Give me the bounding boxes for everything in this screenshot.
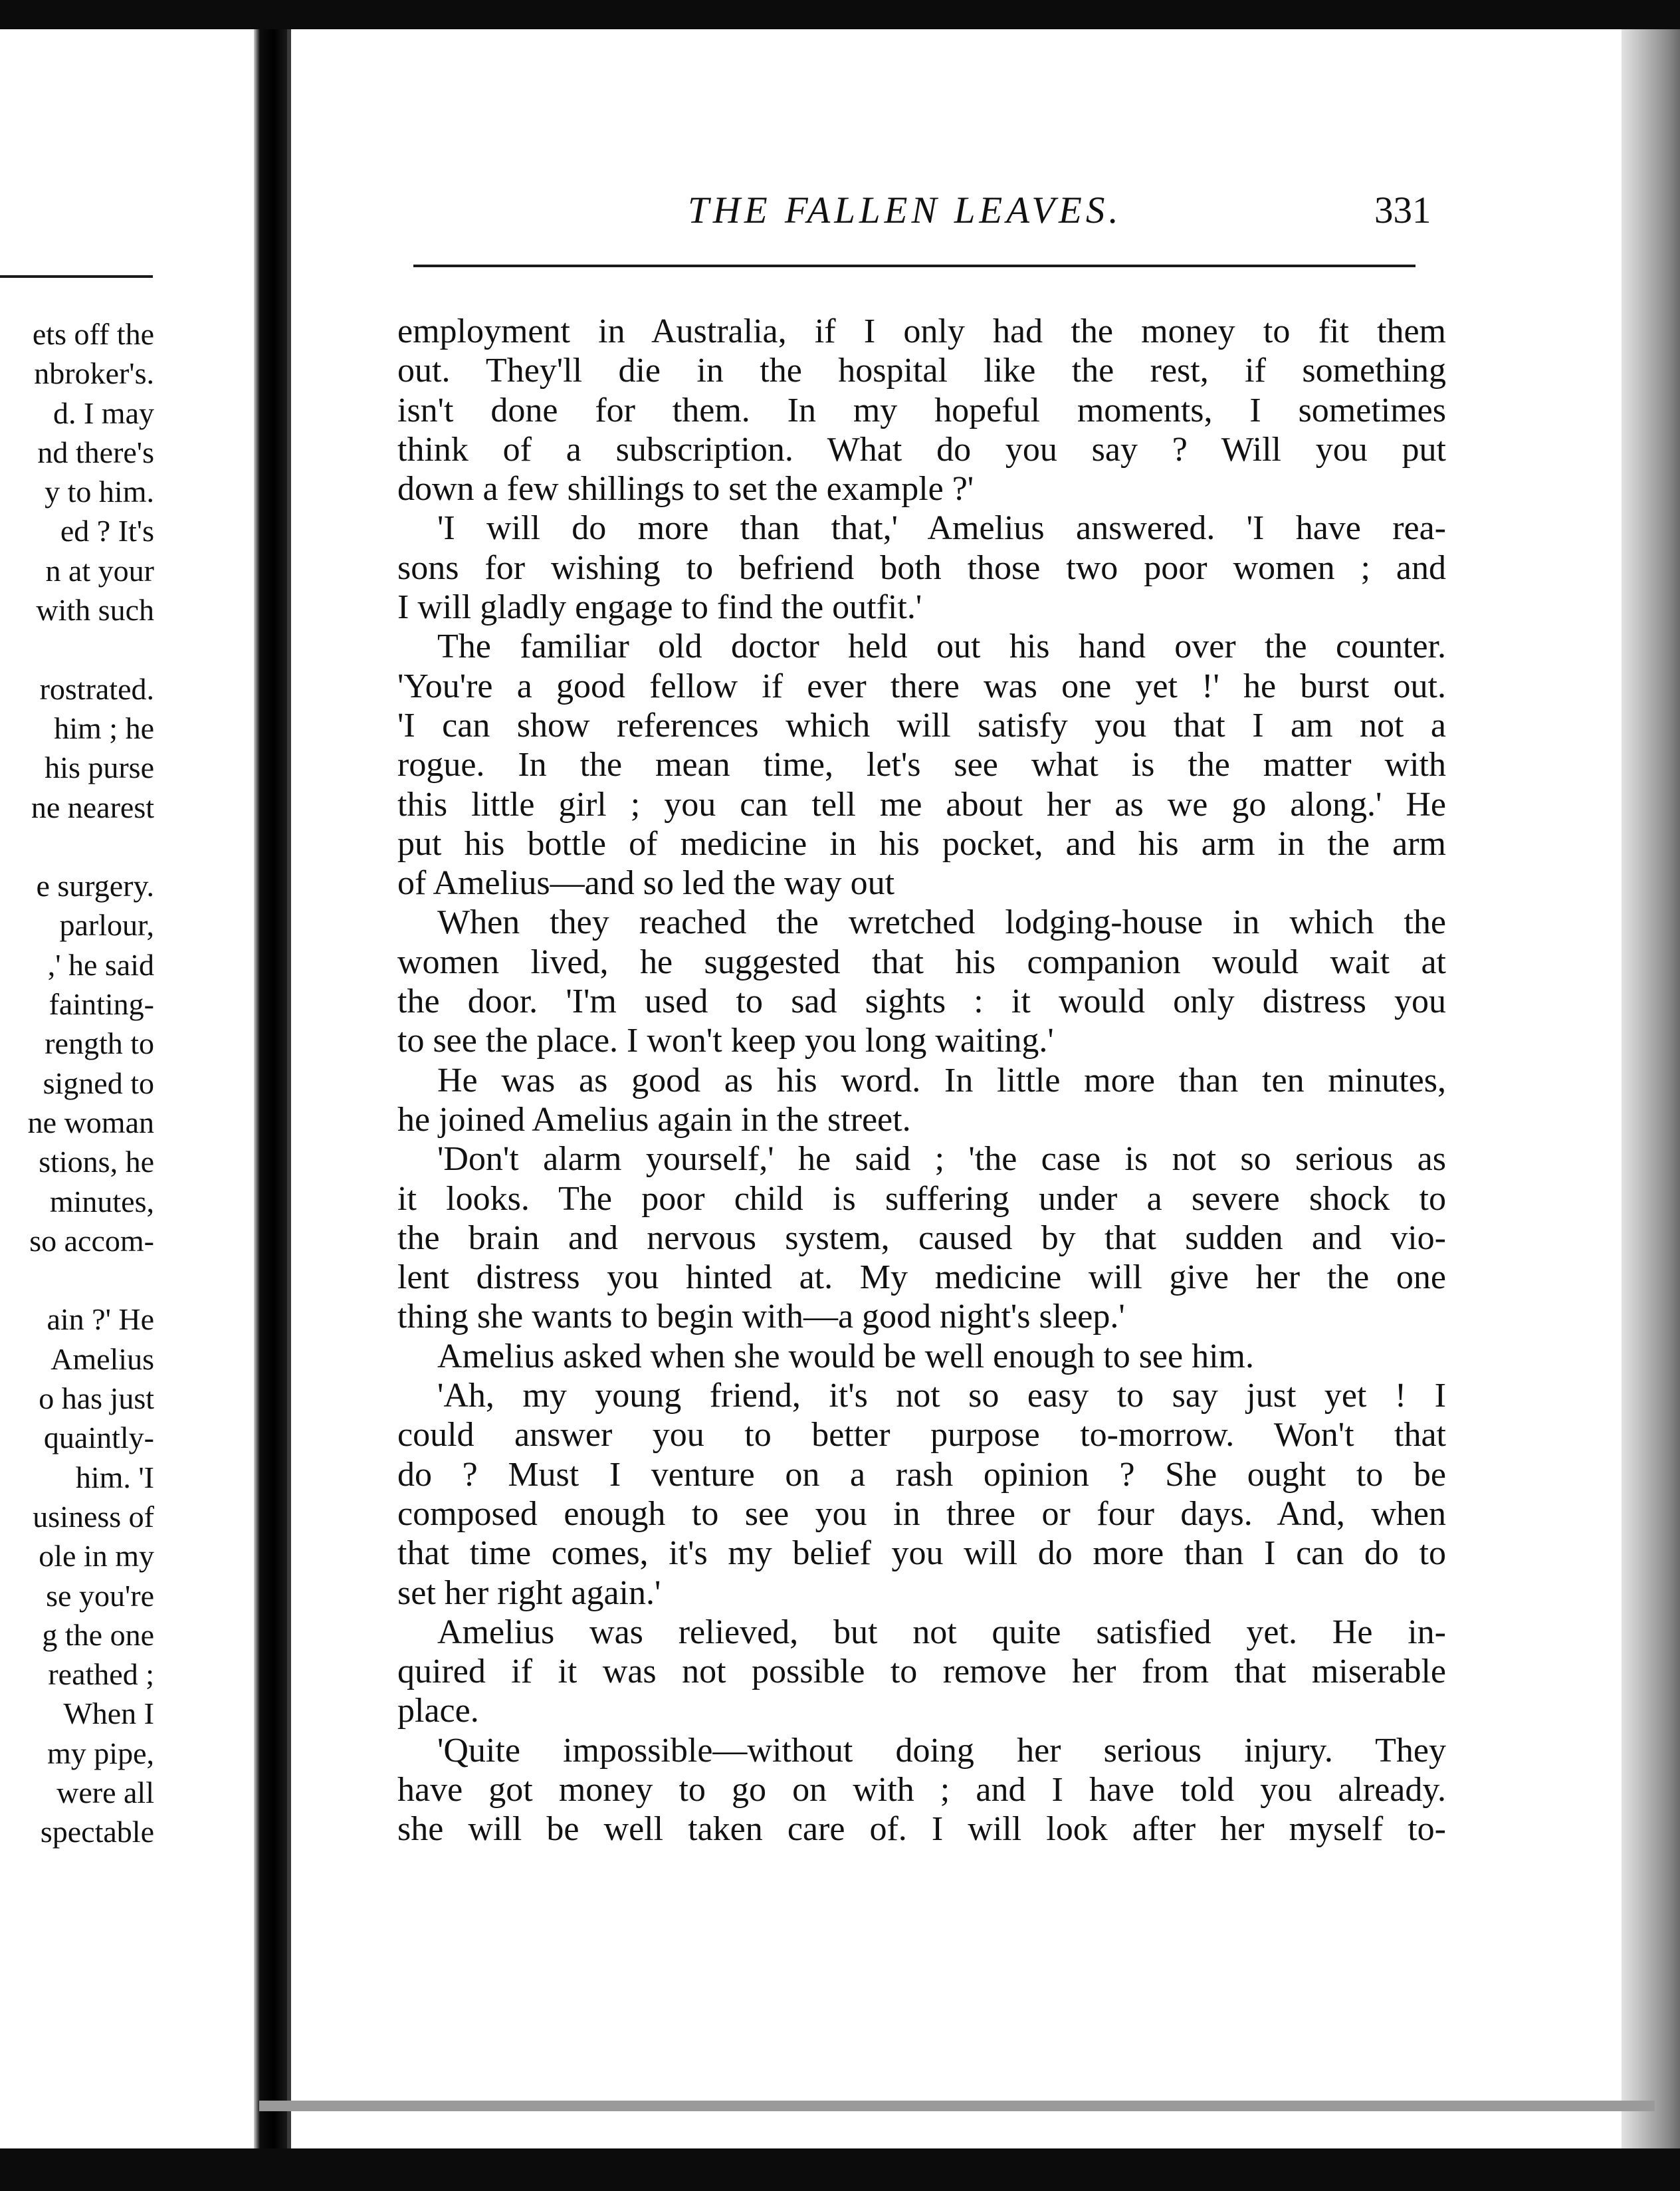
facing-page-line: him. 'I [75, 1460, 154, 1494]
text-line: think of a subscription. What do you say ? Will you put [397, 430, 1446, 469]
text-line: 'Ah, my young friend, it's not so easy to say just yet ! I [437, 1377, 1446, 1415]
facing-page-line: signed to [43, 1066, 154, 1100]
text-line: put his bottle of medicine in his pocket, and his arm in the arm [397, 824, 1446, 863]
text-line: The familiar old doctor held out his hand over the counter. [437, 628, 1446, 666]
text-line: the door. 'I'm used to sad sights : it would only distress you [397, 982, 1446, 1021]
facing-page-rule [0, 275, 153, 278]
running-head: THE FALLEN LEAVES. [688, 189, 1122, 231]
facing-page-line: so accom- [29, 1223, 154, 1258]
facing-page-line: parlour, [59, 908, 154, 943]
text-line: the brain and nervous system, caused by that sudden and vio- [397, 1218, 1446, 1257]
facing-page-line: g the one [42, 1617, 154, 1652]
facing-page-line: fainting- [49, 987, 154, 1022]
text-line: women lived, he suggested that his companion would wait at [397, 943, 1446, 981]
facing-page-line: spectable [40, 1815, 154, 1849]
text-line: lent distress you hinted at. My medicine will give her the one [397, 1258, 1446, 1297]
facing-page-line [0, 1260, 154, 1300]
header-rule [413, 265, 1416, 267]
facing-page-line: o has just [39, 1381, 154, 1416]
text-line: that time comes, it's my belief you will do more than I can do to [397, 1534, 1446, 1573]
facing-page-line: Amelius [51, 1341, 154, 1376]
text-line: she will be well taken care of. I will look after her myself to- [397, 1810, 1446, 1849]
page-number: 331 [1374, 189, 1431, 231]
facing-page-line: ain ?' He [47, 1302, 154, 1337]
text-line: 'You're a good fellow if ever there was one yet !' he burst out. [397, 667, 1446, 705]
facing-page-line: ole in my [39, 1539, 154, 1573]
facing-page-line: him ; he [54, 711, 154, 745]
facing-page-line: my pipe, [47, 1736, 154, 1770]
text-line: out. They'll die in the hospital like the rest, if something [397, 352, 1446, 390]
page-edge-right [1622, 29, 1680, 2148]
text-line: 'Quite impossible—without doing her serious injury. They [437, 1731, 1446, 1770]
facing-page-line: y to him. [45, 475, 154, 509]
facing-page-line: ed ? It's [60, 514, 154, 548]
text-line: place. [397, 1692, 479, 1730]
text-line: 'I can show references which will satisfy you that I am not a [397, 706, 1446, 745]
facing-page-line: e surgery. [36, 869, 154, 903]
book-gutter [254, 29, 287, 2148]
facing-page-line: d. I may [52, 396, 154, 430]
text-line: have got money to go on with ; and I have told you already. [397, 1770, 1446, 1809]
text-line: to see the place. I won't keep you long waiting.' [397, 1022, 1054, 1060]
text-line: of Amelius—and so led the way out [397, 864, 895, 903]
facing-page-line: reathed ; [48, 1657, 154, 1692]
text-line: sons for wishing to befriend both those two poor women ; and [397, 548, 1446, 587]
text-line: this little girl ; you can tell me about her as we go along.' He [397, 785, 1446, 824]
text-line: down a few shillings to set the example ?' [397, 470, 974, 509]
facing-page-left [0, 29, 254, 2148]
facing-page-line: When I [63, 1696, 154, 1731]
text-line: When they reached the wretched lodging-house in which the [437, 903, 1446, 942]
text-line: do ? Must I venture on a rash opinion ? She ought to be [397, 1455, 1446, 1494]
text-line: rogue. In the mean time, let's see what is the matter with [397, 746, 1446, 784]
facing-page-line: ,' he said [47, 947, 154, 982]
text-line: Amelius was relieved, but not quite satisfied yet. He in- [437, 1613, 1446, 1651]
scan-border-bottom [0, 2148, 1680, 2191]
text-line: I will gladly engage to find the outfit.' [397, 588, 922, 627]
facing-page-line [0, 630, 154, 669]
facing-page-line: with such [36, 593, 154, 628]
facing-page-line: nd there's [37, 435, 154, 469]
facing-page-line: ne woman [27, 1105, 154, 1139]
text-line: 'Don't alarm yourself,' he said ; 'the case is not so serious as [437, 1140, 1446, 1179]
facing-page-line: ets off the [32, 317, 154, 351]
facing-page-line [0, 827, 154, 866]
facing-page-line: usiness of [33, 1499, 154, 1534]
text-line: employment in Australia, if I only had the money to fit them [397, 312, 1446, 350]
text-line: it looks. The poor child is suffering under a severe shock to [397, 1179, 1446, 1218]
facing-page-line: were all [56, 1775, 154, 1809]
text-line: quired if it was not possible to remove her from that miserable [397, 1653, 1446, 1691]
text-line: could answer you to better purpose to-morrow. Won't that [397, 1416, 1446, 1454]
facing-page-line: stions, he [39, 1145, 154, 1179]
facing-page-line: rostrated. [39, 671, 154, 706]
facing-page-line: quaintly- [43, 1421, 154, 1455]
text-line: isn't done for them. In my hopeful moments, I sometimes [397, 391, 1446, 429]
facing-page-line: se you're [46, 1578, 154, 1613]
text-line: He was as good as his word. In little more than ten minutes, [437, 1061, 1446, 1099]
text-line: set her right again.' [397, 1573, 661, 1612]
scan-border-top [0, 0, 1680, 29]
facing-page-line: nbroker's. [34, 356, 154, 391]
text-line: composed enough to see you in three or four days. And, when [397, 1494, 1446, 1533]
facing-page-line: his purse [45, 750, 154, 785]
facing-page-line: rength to [45, 1026, 154, 1061]
facing-page-line: minutes, [49, 1184, 154, 1218]
text-line: he joined Amelius again in the street. [397, 1100, 911, 1139]
text-line: thing she wants to begin with—a good night's sleep.' [397, 1298, 1125, 1336]
page-edge-bottom [259, 2101, 1655, 2111]
facing-page-line: ne nearest [31, 790, 154, 824]
body-text [397, 312, 1446, 1849]
text-line: 'I will do more than that,' Amelius answered. 'I have rea- [437, 509, 1446, 548]
facing-page-line: n at your [45, 553, 154, 588]
facing-page-text [0, 314, 154, 1852]
text-line: Amelius asked when she would be well enough to see him. [437, 1337, 1254, 1375]
